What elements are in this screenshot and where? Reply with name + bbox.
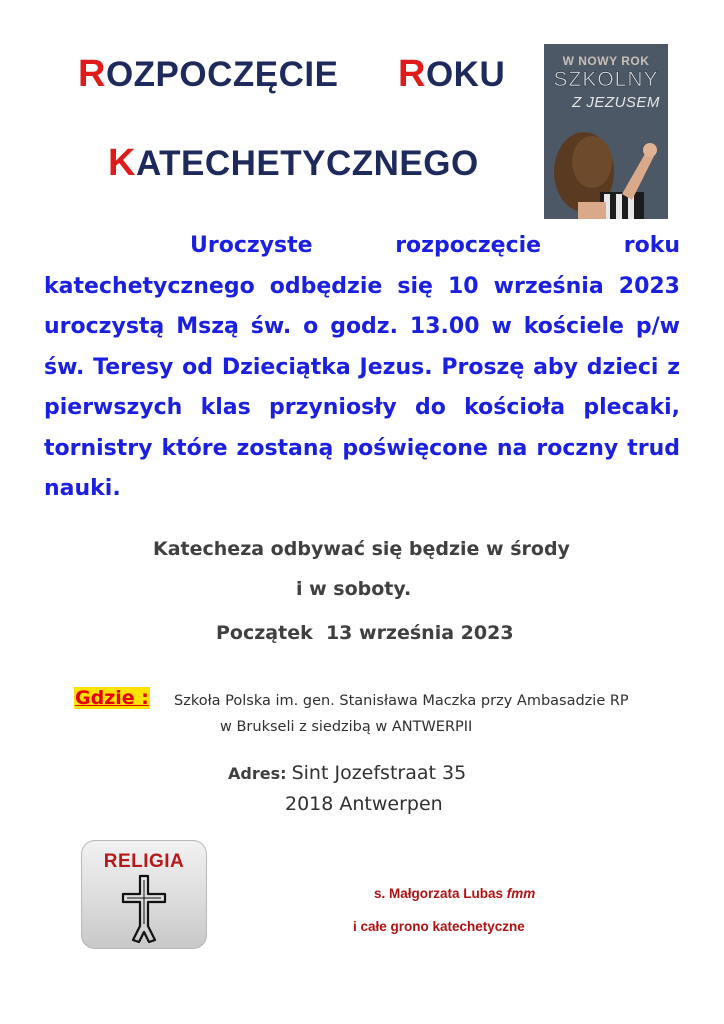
- title-word-rozpoczecie: ROZPOCZĘCIE: [78, 53, 339, 95]
- schedule-line1: Katecheza odbywać się będzie w środy: [153, 538, 570, 560]
- location-label: Gdzie :: [75, 687, 149, 709]
- start-date: Początek 13 września 2023: [216, 622, 514, 644]
- religia-logo: [81, 840, 207, 949]
- signature-line2: i całe grono katechetyczne: [353, 919, 525, 934]
- intro-paragraph: Uroczyste rozpoczęcie roku katechetycznego odbędzie się 10 września 2023 uroczystą Mszą św. o godz. 13.00 w kościele p/w św. Teresy od Dzieciątka Jezus. Proszę aby dzieci z pierwszych klas przyniosły do kościoła plecaki, tornistry które zostaną poświęcone na roczny trud nauki.: [44, 233, 680, 501]
- poster-line1: W NOWY ROK: [562, 54, 650, 68]
- title-word-roku: ROKU: [398, 53, 506, 95]
- location-line1: Szkoła Polska im. gen. Stanisława Maczka przy Ambasadzie RP: [174, 693, 629, 709]
- signature-order: fmm: [506, 886, 536, 901]
- poster-line3: Z JEZUSEM: [572, 94, 660, 111]
- location-line2: w Brukseli z siedzibą w ANTWERPII: [220, 719, 473, 735]
- cross-icon: [119, 874, 169, 944]
- schedule-line2: i w soboty.: [296, 578, 412, 600]
- address-line: [228, 762, 466, 784]
- address-label: Adres:: [228, 764, 287, 783]
- poster-image: [544, 44, 668, 219]
- signature-name: s. Małgorzata Lubas fmm: [374, 886, 536, 901]
- logo-text: RELIGIA: [103, 851, 185, 872]
- address-city: 2018 Antwerpen: [285, 793, 443, 815]
- address-street: Sint Jozefstraat 35: [291, 762, 467, 784]
- title-word-katechetycznego: KATECHETYCZNEGO: [108, 142, 479, 184]
- poster-line2: SZKOLNY: [553, 68, 659, 91]
